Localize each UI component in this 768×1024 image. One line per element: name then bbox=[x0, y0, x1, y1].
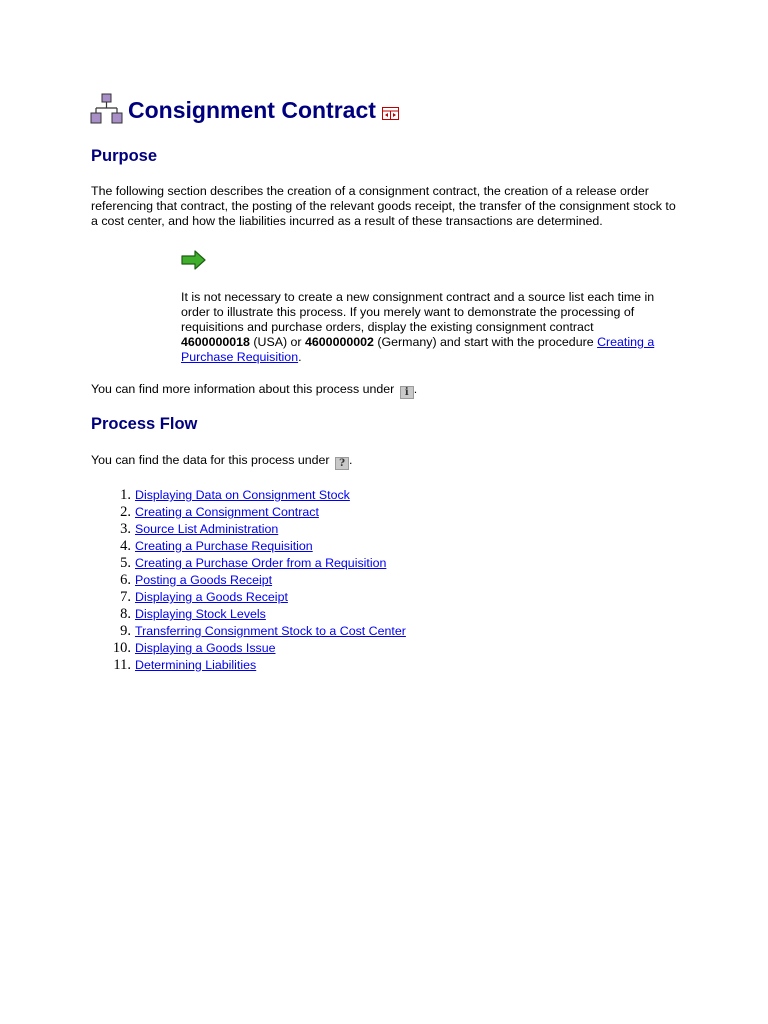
step-link[interactable]: Creating a Purchase Requisition bbox=[135, 539, 313, 553]
step-number: 4. bbox=[120, 538, 131, 554]
list-item bbox=[91, 657, 406, 674]
step-link[interactable]: Source List Administration bbox=[135, 522, 279, 536]
process-data-label: You can find the data for this process under bbox=[91, 453, 334, 467]
step-link[interactable]: Transferring Consignment Stock to a Cost Center bbox=[135, 624, 406, 638]
step-number: 8. bbox=[120, 606, 131, 622]
list-item bbox=[91, 572, 406, 589]
process-steps-list bbox=[91, 487, 406, 674]
list-item bbox=[91, 606, 406, 623]
help-icon[interactable]: ? bbox=[335, 457, 349, 470]
print-frame-icon[interactable] bbox=[382, 107, 399, 120]
note-text-part: (USA) or bbox=[249, 335, 305, 349]
list-item bbox=[91, 623, 406, 640]
list-item bbox=[91, 487, 406, 504]
step-link[interactable]: Displaying a Goods Issue bbox=[135, 641, 276, 655]
list-item bbox=[91, 555, 406, 572]
list-item bbox=[91, 538, 406, 555]
step-link[interactable]: Creating a Consignment Contract bbox=[135, 505, 319, 519]
process-data-text bbox=[91, 453, 352, 470]
step-link[interactable]: Displaying a Goods Receipt bbox=[135, 590, 288, 604]
step-number: 9. bbox=[120, 623, 131, 639]
step-number: 11. bbox=[113, 657, 131, 673]
step-number: 2. bbox=[120, 504, 131, 520]
list-item bbox=[91, 589, 406, 606]
document-page bbox=[91, 92, 681, 673]
page-title: Consignment Contract bbox=[128, 97, 376, 123]
more-info-period: . bbox=[413, 382, 418, 396]
step-number: 7. bbox=[120, 589, 131, 605]
note-text-part: It is not necessary to create a new consignment contract and a source list each time in order to illustrate this process. If you merely want to demonstrate the processing of requisitions and purchase orders, display the existing consignment contract bbox=[181, 290, 655, 334]
more-info-label: You can find more information about this process under bbox=[91, 382, 398, 396]
step-link[interactable]: Displaying Data on Consignment Stock bbox=[135, 488, 350, 502]
process-flow-heading: Process Flow bbox=[91, 415, 198, 433]
purpose-text: The following section describes the creation of a consignment contract, the creation of a release order referencing that contract, the posting of the relevant goods receipt, the transfer of the consignment stock to a cost center, and how the liabilities incurred as a result of these transactions are determined. bbox=[91, 184, 676, 228]
contract-number-usa: 4600000018 bbox=[181, 335, 250, 349]
step-link[interactable]: Posting a Goods Receipt bbox=[135, 573, 273, 587]
list-item bbox=[91, 504, 406, 521]
title-row bbox=[90, 92, 681, 128]
list-item bbox=[91, 640, 406, 657]
note-text bbox=[181, 290, 661, 365]
more-info-text bbox=[91, 382, 417, 399]
list-item bbox=[91, 521, 406, 538]
step-link[interactable]: Determining Liabilities bbox=[135, 658, 257, 672]
step-number: 10. bbox=[112, 640, 131, 656]
step-link[interactable]: Creating a Purchase Order from a Requisition bbox=[135, 556, 387, 570]
contract-number-germany: 4600000002 bbox=[305, 335, 374, 349]
step-number: 5. bbox=[120, 555, 131, 571]
step-number: 1. bbox=[120, 487, 131, 503]
process-data-period: . bbox=[349, 453, 353, 467]
note-text-part: (Germany) and start with the procedure bbox=[373, 335, 598, 349]
creating-purchase-requisition-link[interactable]: Creating a Purchase Requisition bbox=[181, 335, 655, 364]
hierarchy-icon bbox=[90, 93, 123, 127]
purpose-heading: Purpose bbox=[91, 147, 158, 165]
step-number: 3. bbox=[120, 521, 131, 537]
note-text-part: . bbox=[298, 350, 302, 364]
step-link[interactable]: Displaying Stock Levels bbox=[135, 607, 266, 621]
info-icon[interactable]: i bbox=[400, 386, 414, 399]
step-number: 6. bbox=[120, 572, 131, 588]
green-arrow-icon bbox=[181, 250, 206, 270]
